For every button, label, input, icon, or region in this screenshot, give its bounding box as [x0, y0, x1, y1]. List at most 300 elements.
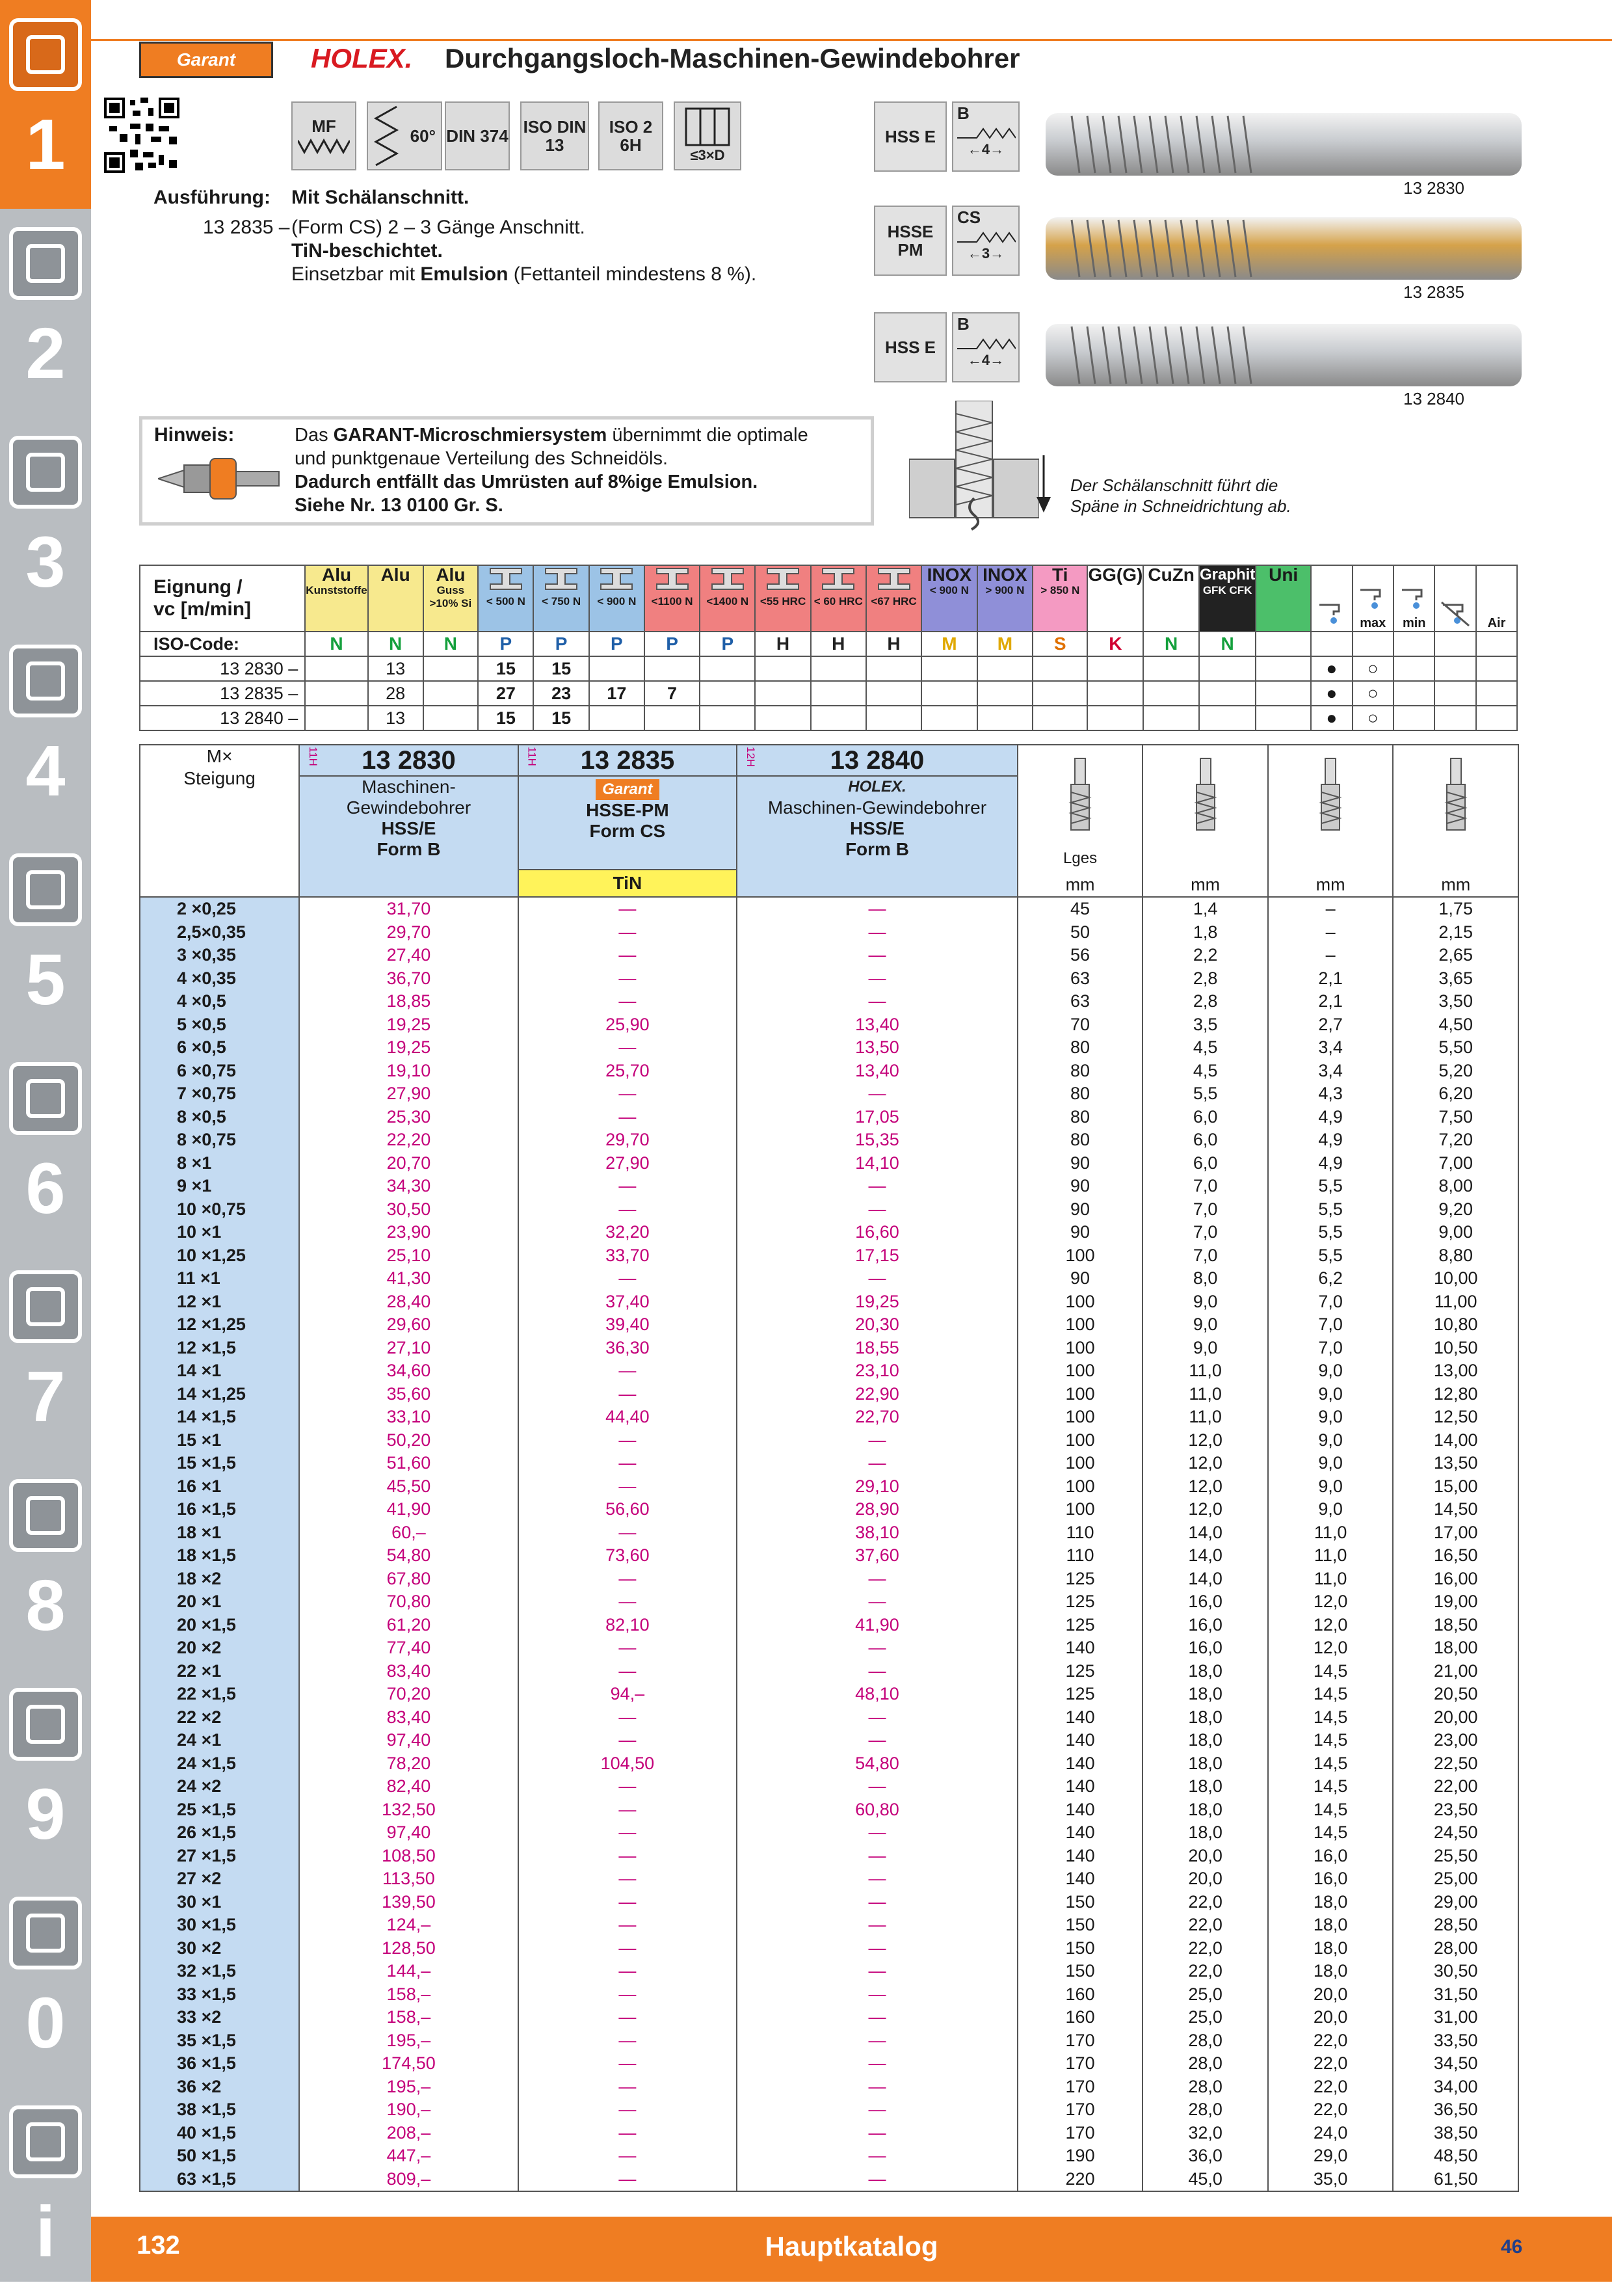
thread-size: 20 ×2: [140, 1636, 299, 1660]
dimension-cell: 2,8: [1143, 990, 1268, 1013]
table-row: [140, 1660, 1518, 1683]
table-row: [140, 1590, 1518, 1614]
dimension-cell: 3,4: [1268, 1060, 1394, 1083]
speed-value: 17: [589, 681, 644, 706]
price-cell: —: [737, 1937, 1018, 1960]
dimension-cell: 7,0: [1268, 1337, 1394, 1360]
table-row: [140, 1683, 1518, 1706]
dimension-cell: 63: [1018, 990, 1143, 1013]
dimension-cell: 34,50: [1393, 2052, 1518, 2076]
variant-line-3: Einsetzbar mit Emulsion (Fettanteil mindestens 8 %).: [291, 263, 757, 285]
price-cell: —: [737, 1983, 1018, 2007]
dimension-cell: 190: [1018, 2144, 1143, 2168]
price-cell: 195,–: [299, 2076, 518, 2099]
product-header-row: [140, 745, 1518, 897]
table-row: [140, 1521, 1518, 1545]
table-row: [140, 1060, 1518, 1083]
dimension-cell: 2,8: [1143, 967, 1268, 991]
thread-size: 40 ×1,5: [140, 2122, 299, 2145]
chapter-number: 4: [25, 730, 66, 811]
dimension-cell: 28,0: [1143, 2052, 1268, 2076]
chapter-tab-0[interactable]: [0, 1878, 91, 2087]
dimension-cell: 22,0: [1268, 2098, 1394, 2122]
price-cell: 113,50: [299, 1867, 518, 1891]
tool-code-label: 13 2835: [1403, 282, 1464, 302]
dimension-cell: 11,0: [1143, 1383, 1268, 1406]
price-cell: 27,90: [299, 1082, 518, 1106]
price-cell: —: [737, 2076, 1018, 2099]
chapter-tab-3[interactable]: [0, 418, 91, 626]
dimension-cell: 8,0: [1143, 1267, 1268, 1290]
price-cell: 82,40: [299, 1775, 518, 1798]
table-row: [140, 1960, 1518, 1983]
price-cell: 41,90: [299, 1498, 518, 1521]
microschmier-nozzle-icon: [158, 456, 282, 501]
dimension-cell: 70: [1018, 1013, 1143, 1037]
price-cell: 13,40: [737, 1013, 1018, 1037]
price-cell: 28,40: [299, 1290, 518, 1314]
thread-size: 14 ×1,25: [140, 1383, 299, 1406]
thread-size: 24 ×1: [140, 1729, 299, 1752]
speed-value: 13: [368, 656, 423, 681]
speed-value: [644, 706, 700, 730]
hinweis-line-4: Siehe Nr. 13 0100 Gr. S.: [295, 495, 503, 516]
chapter-tab-2[interactable]: [0, 209, 91, 418]
chapter-number: 8: [25, 1566, 66, 1646]
chapter-tab-7[interactable]: [0, 1252, 91, 1461]
tap-dimension-icon: [1436, 756, 1475, 840]
table-row: [140, 1198, 1518, 1221]
dimension-cell: 18,0: [1268, 1960, 1394, 1983]
price-cell: 29,70: [299, 921, 518, 944]
product-form: Form B: [845, 839, 909, 859]
speed-value: [1256, 706, 1311, 730]
price-cell: 51,60: [299, 1452, 518, 1475]
price-cell: 144,–: [299, 1960, 518, 1983]
chapter-number: 9: [25, 1774, 66, 1855]
toolbox-icon: [9, 1479, 82, 1552]
dimension-cell: 100: [1018, 1383, 1143, 1406]
speed-value: 15: [478, 656, 533, 681]
dimension-cell: 16,50: [1393, 1544, 1518, 1568]
dimension-cell: 12,0: [1143, 1475, 1268, 1499]
price-cell: —: [518, 1383, 737, 1406]
price-cell: —: [737, 2168, 1018, 2192]
price-cell: —: [518, 1729, 737, 1752]
dimension-cell: 18,0: [1143, 1821, 1268, 1845]
speed-value: [755, 706, 810, 730]
thread-size: 10 ×1: [140, 1221, 299, 1244]
cutting-direction-arrow-icon: [1034, 455, 1053, 514]
product-form: Form B: [377, 839, 441, 859]
price-cell: —: [518, 921, 737, 944]
coolant-col-0: [1311, 565, 1352, 632]
suitability-row: [140, 656, 1517, 681]
dimension-cell: 20,0: [1268, 2006, 1394, 2029]
caliper-icon: [9, 645, 82, 717]
dimension-cell: 13,50: [1393, 1452, 1518, 1475]
dimension-cell: 18,0: [1143, 1660, 1268, 1683]
iso-code-label: ISO-Code:: [140, 632, 305, 656]
coolant-mark: ●: [1311, 656, 1352, 681]
dimension-cell: 22,0: [1143, 1960, 1268, 1983]
dimension-cell: 140: [1018, 1798, 1143, 1822]
iso-code-cell: P: [589, 632, 644, 656]
material-col-17: Uni: [1256, 565, 1311, 632]
din-374-symbol: DIN 374: [445, 101, 510, 170]
speed-value: 15: [533, 656, 588, 681]
dimension-cell: 36,0: [1143, 2144, 1268, 2168]
dimension-cell: 2,1: [1268, 967, 1394, 991]
speed-value: [1033, 656, 1087, 681]
thread-size: 4 ×0,35: [140, 967, 299, 991]
dimension-cell: 4,50: [1393, 1013, 1518, 1037]
steel-profile-icon: [653, 566, 692, 592]
price-cell: —: [737, 1082, 1018, 1106]
dimension-cell: 12,0: [1143, 1452, 1268, 1475]
material-col-6: <1100 N: [644, 565, 700, 632]
dimension-cell: 28,00: [1393, 1937, 1518, 1960]
price-cell: 25,90: [518, 1013, 737, 1037]
price-cell: 44,40: [518, 1406, 737, 1429]
dimension-cell: 14,5: [1268, 1683, 1394, 1706]
page-footer: [91, 2217, 1612, 2282]
coolant-mark: [1434, 706, 1475, 730]
dimension-cell: 18,0: [1143, 1729, 1268, 1752]
price-cell: —: [518, 1775, 737, 1798]
dimension-cell: 63: [1018, 967, 1143, 991]
price-cell: 67,80: [299, 1568, 518, 1591]
table-row: [140, 1175, 1518, 1198]
dimension-cell: 28,50: [1393, 1914, 1518, 1937]
dimension-cell: 12,0: [1268, 1590, 1394, 1614]
dimension-cell: 1,4: [1143, 897, 1268, 921]
iso-code-cell: H: [866, 632, 921, 656]
dimension-cell: 100: [1018, 1313, 1143, 1337]
coolant-icon: [1358, 586, 1388, 612]
thread-size: 10 ×1,25: [140, 1244, 299, 1268]
product-form: Form CS: [589, 821, 666, 841]
speed-value: [700, 706, 755, 730]
price-cell: —: [518, 1891, 737, 1914]
speed-value: [423, 656, 479, 681]
material-col-16: Graphit GFK CFK: [1199, 565, 1256, 632]
dimension-cell: 14,5: [1268, 1798, 1394, 1822]
dimension-cell: 22,0: [1143, 1891, 1268, 1914]
dimension-cell: 16,0: [1268, 1845, 1394, 1868]
price-cell: —: [518, 1106, 737, 1129]
table-row: [140, 1636, 1518, 1660]
mf-thread-symbol: MF: [291, 101, 356, 170]
speed-value: [1256, 681, 1311, 706]
price-cell: 50,20: [299, 1429, 518, 1452]
speed-value: [921, 706, 977, 730]
dimension-cell: 9,20: [1393, 1198, 1518, 1221]
price-cell: 97,40: [299, 1821, 518, 1845]
dimension-cell: 160: [1018, 2006, 1143, 2029]
tool-material-badge: HSS E: [874, 312, 947, 382]
price-cell: —: [518, 1867, 737, 1891]
thread-size: 12 ×1: [140, 1290, 299, 1314]
dimension-cell: 22,0: [1268, 2029, 1394, 2053]
dimension-cell: 23,00: [1393, 1729, 1518, 1752]
thread-size: 50 ×1,5: [140, 2144, 299, 2168]
dimension-cell: 9,0: [1268, 1452, 1394, 1475]
saw-icon: [9, 853, 82, 926]
chapter-number: 0: [25, 1983, 66, 2064]
iso-code-cell: P: [644, 632, 700, 656]
dimension-cell: 1,75: [1393, 897, 1518, 921]
steel-profile-icon: [486, 566, 525, 592]
dimension-cell: 7,20: [1393, 1128, 1518, 1152]
speed-value: 7: [644, 681, 700, 706]
dimension-cell: 100: [1018, 1359, 1143, 1383]
price-cell: 54,80: [737, 1752, 1018, 1776]
price-cell: 20,30: [737, 1313, 1018, 1337]
table-row: [140, 2122, 1518, 2145]
product-table: [139, 744, 1519, 2192]
product-col-132835: [518, 745, 737, 897]
chip-note: Der Schälanschnitt führt die Späne in Schneidrichtung ab.: [1070, 475, 1291, 516]
dimension-cell: 17,00: [1393, 1521, 1518, 1545]
thread-size: 18 ×2: [140, 1568, 299, 1591]
iso-code-cell: P: [700, 632, 755, 656]
chapter-tab-6[interactable]: [0, 1044, 91, 1253]
table-row: [140, 1544, 1518, 1568]
price-cell: —: [518, 1175, 737, 1198]
chapter-tab-4[interactable]: [0, 626, 91, 835]
thread-size: 24 ×2: [140, 1775, 299, 1798]
material-col-1: Alu: [368, 565, 423, 632]
price-cell: —: [518, 1821, 737, 1845]
variant-line-2: TiN-beschichtet.: [291, 240, 443, 261]
dimension-cell: 80: [1018, 1082, 1143, 1106]
variant-line-1: (Form CS) 2 – 3 Gänge Anschnitt.: [291, 217, 585, 238]
dimension-cell: 5,5: [1268, 1244, 1394, 1268]
dimension-cell: 13,00: [1393, 1359, 1518, 1383]
thread-size: 30 ×2: [140, 1937, 299, 1960]
tap-dimension-icon: [1186, 756, 1225, 840]
material-col-7: <1400 N: [700, 565, 755, 632]
dimension-cell: 10,80: [1393, 1313, 1518, 1337]
dimension-cell: 48,50: [1393, 2144, 1518, 2168]
thread-size: 8 ×0,75: [140, 1128, 299, 1152]
table-row: [140, 1729, 1518, 1752]
table-row: [140, 1937, 1518, 1960]
price-cell: 158,–: [299, 1983, 518, 2007]
dimension-cell: 150: [1018, 1914, 1143, 1937]
tool-code-label: 13 2830: [1403, 178, 1464, 198]
price-cell: 30,50: [299, 1198, 518, 1221]
dimension-cell: 34,00: [1393, 2076, 1518, 2099]
dimension-cell: 20,0: [1268, 1983, 1394, 2007]
dimension-cell: 14,5: [1268, 1660, 1394, 1683]
dimension-cell: 80: [1018, 1106, 1143, 1129]
dimension-cell: 28,0: [1143, 2029, 1268, 2053]
price-cell: 38,10: [737, 1521, 1018, 1545]
table-row: [140, 1221, 1518, 1244]
dimension-cell: 2,15: [1393, 921, 1518, 944]
iso-code-cell: P: [533, 632, 588, 656]
dimension-cell: –: [1268, 897, 1394, 921]
price-cell: 36,30: [518, 1337, 737, 1360]
tolerance-class: 11H: [307, 747, 320, 766]
dimension-cell: 9,0: [1268, 1429, 1394, 1452]
product-brand: Garant: [596, 779, 659, 800]
thread-size: 4 ×0,5: [140, 990, 299, 1013]
dimension-cell: 140: [1018, 1636, 1143, 1660]
coolant-mark: [1434, 681, 1475, 706]
thread-size: 33 ×2: [140, 2006, 299, 2029]
price-cell: —: [737, 1568, 1018, 1591]
chamfer-icon: [957, 122, 1016, 140]
dimension-cell: 90: [1018, 1198, 1143, 1221]
dimension-cell: 18,0: [1143, 1683, 1268, 1706]
thread-size: 6 ×0,75: [140, 1060, 299, 1083]
iso-empty-cell: [1434, 632, 1475, 656]
speed-value: [1199, 706, 1256, 730]
speed-value: [1199, 656, 1256, 681]
thread-size: 20 ×1: [140, 1590, 299, 1614]
price-cell: 25,30: [299, 1106, 518, 1129]
thread-size: 18 ×1,5: [140, 1544, 299, 1568]
price-cell: —: [518, 1937, 737, 1960]
price-cell: —: [518, 944, 737, 967]
dimension-cell: 100: [1018, 1337, 1143, 1360]
speed-value: [1256, 656, 1311, 681]
dimension-cell: –: [1268, 944, 1394, 967]
chapter-tab-9[interactable]: [0, 1670, 91, 1878]
price-cell: 27,10: [299, 1337, 518, 1360]
dimension-cell: 5,5: [1268, 1198, 1394, 1221]
dimension-cell: 4,9: [1268, 1152, 1394, 1175]
price-cell: 37,40: [518, 1290, 737, 1314]
dimension-cell: 9,0: [1268, 1498, 1394, 1521]
chapter-tab-i[interactable]: [0, 2087, 91, 2296]
price-cell: —: [518, 990, 737, 1013]
iso-code-cell: N: [368, 632, 423, 656]
chapter-tab-1[interactable]: [0, 0, 91, 209]
price-cell: 70,20: [299, 1683, 518, 1706]
speed-value: [589, 706, 644, 730]
dimension-cell: 100: [1018, 1290, 1143, 1314]
price-cell: —: [737, 1845, 1018, 1868]
price-cell: —: [737, 921, 1018, 944]
thread-size: 7 ×0,75: [140, 1082, 299, 1106]
price-cell: —: [737, 1775, 1018, 1798]
thread-size: 11 ×1: [140, 1267, 299, 1290]
dimension-cell: 45,0: [1143, 2168, 1268, 2192]
thread-size-header: M× Steigung: [140, 745, 299, 897]
table-row: [140, 944, 1518, 967]
speed-value: [1087, 681, 1143, 706]
dimension-cell: 150: [1018, 1960, 1143, 1983]
suitability-row-code: 13 2830 –: [140, 656, 305, 681]
thread-size: 38 ×1,5: [140, 2098, 299, 2122]
dimension-cell: 14,0: [1143, 1521, 1268, 1545]
chapter-tab-5[interactable]: [0, 835, 91, 1044]
table-row: [140, 2029, 1518, 2053]
product-code: 13 2835: [519, 745, 736, 777]
table-row: [140, 1152, 1518, 1175]
speed-value: [1033, 681, 1087, 706]
price-cell: 20,70: [299, 1152, 518, 1175]
steel-profile-icon: [708, 566, 747, 592]
dimension-cell: 29,0: [1268, 2144, 1394, 2168]
price-cell: —: [737, 1267, 1018, 1290]
dimension-cell: 170: [1018, 2122, 1143, 2145]
thread-size: 16 ×1: [140, 1475, 299, 1499]
thread-size: 8 ×0,5: [140, 1106, 299, 1129]
dimension-cell: 18,50: [1393, 1614, 1518, 1637]
price-cell: —: [737, 1821, 1018, 1845]
dimension-cell: 18,0: [1268, 1914, 1394, 1937]
price-cell: 61,20: [299, 1614, 518, 1637]
price-cell: 82,10: [518, 1614, 737, 1637]
unit-label: mm: [1065, 874, 1095, 894]
dimension-cell: 140: [1018, 1706, 1143, 1729]
chapter-tab-8[interactable]: [0, 1461, 91, 1670]
speed-value: 27: [478, 681, 533, 706]
coolant-col-1: max: [1353, 565, 1394, 632]
coolant-mark: ○: [1353, 656, 1394, 681]
dimension-cell: 2,7: [1268, 1013, 1394, 1037]
price-cell: —: [518, 1706, 737, 1729]
speed-value: [977, 681, 1033, 706]
table-row: [140, 2052, 1518, 2076]
qr-code-icon[interactable]: [104, 98, 179, 173]
dimension-cell: 18,0: [1143, 1798, 1268, 1822]
dimension-cell: 110: [1018, 1521, 1143, 1545]
dimension-cell: 14,5: [1268, 1706, 1394, 1729]
coolant-col-3: [1434, 565, 1475, 632]
price-cell: 16,60: [737, 1221, 1018, 1244]
dimension-cell: 14,5: [1268, 1821, 1394, 1845]
product-col-132830: [299, 745, 518, 897]
price-cell: —: [518, 2122, 737, 2145]
price-cell: 39,40: [518, 1313, 737, 1337]
dimension-cell: 11,0: [1143, 1406, 1268, 1429]
dimension-cell: 61,50: [1393, 2168, 1518, 2192]
tool-thread-count: ←4→: [967, 352, 1005, 368]
dimension-cell: 9,0: [1268, 1383, 1394, 1406]
table-row: [140, 2144, 1518, 2168]
dimension-cell: 9,0: [1268, 1359, 1394, 1383]
price-cell: 22,70: [737, 1406, 1018, 1429]
dimension-cell: 11,0: [1268, 1521, 1394, 1545]
dimension-cell: 5,20: [1393, 1060, 1518, 1083]
iso-code-cell: N: [1199, 632, 1256, 656]
thread-size: 36 ×1,5: [140, 2052, 299, 2076]
dimension-cell: 20,0: [1143, 1867, 1268, 1891]
material-col-4: < 750 N: [533, 565, 588, 632]
price-cell: 56,60: [518, 1498, 737, 1521]
table-row: [140, 1082, 1518, 1106]
hinweis-line-2: und punktgenaue Verteilung des Schneidöls.: [295, 448, 668, 469]
price-cell: 27,90: [518, 1152, 737, 1175]
price-cell: 15,35: [737, 1128, 1018, 1152]
dimension-cell: 22,0: [1268, 2076, 1394, 2099]
dimension-cell: 18,0: [1143, 1775, 1268, 1798]
material-col-8: <55 HRC: [755, 565, 810, 632]
price-cell: —: [737, 967, 1018, 991]
speed-value: [1143, 706, 1199, 730]
dimension-cell: 14,50: [1393, 1498, 1518, 1521]
chip-flow-diagram: [909, 401, 1039, 531]
price-cell: 54,80: [299, 1544, 518, 1568]
thread-size: 20 ×1,5: [140, 1614, 299, 1637]
material-col-13: Ti > 850 N: [1033, 565, 1087, 632]
